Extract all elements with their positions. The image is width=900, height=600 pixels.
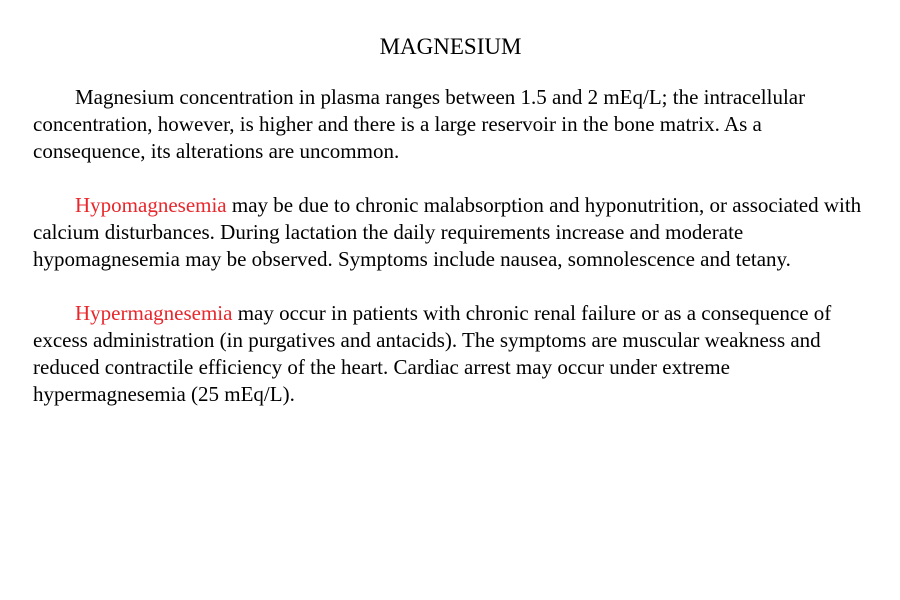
paragraph-hypermagnesemia-text: may occur in patients with chronic renal failure or as a consequence of excess administration (in purgatives and antacids). The symptoms are muscular weakness and reduced contractile efficiency of the heart. Cardiac arrest may occur under extreme hypermagnesemia (25 mEq/L). <box>33 301 832 406</box>
document-page <box>33 34 868 408</box>
term-hypomagnesemia: Hypomagnesemia <box>75 193 227 217</box>
paragraph-hypermagnesemia <box>33 300 868 408</box>
paragraph-intro-text: Magnesium concentration in plasma ranges between 1.5 and 2 mEq/L; the intracellular concentration, however, is higher and there is a large reservoir in the bone matrix. As a consequence, its alterations are uncommon. <box>33 85 806 163</box>
paragraph-intro <box>33 84 868 165</box>
term-hypermagnesemia: Hypermagnesemia <box>75 301 233 325</box>
paragraph-hypomagnesemia-text: may be due to chronic malabsorption and hyponutrition, or associated with calcium disturbances. During lactation the daily requirements increase and moderate hypomagnesemia may be observed. Symptoms include nausea, somnolescence and tetany. <box>33 193 862 271</box>
paragraph-hypomagnesemia <box>33 192 868 273</box>
page-title: MAGNESIUM <box>379 34 522 59</box>
